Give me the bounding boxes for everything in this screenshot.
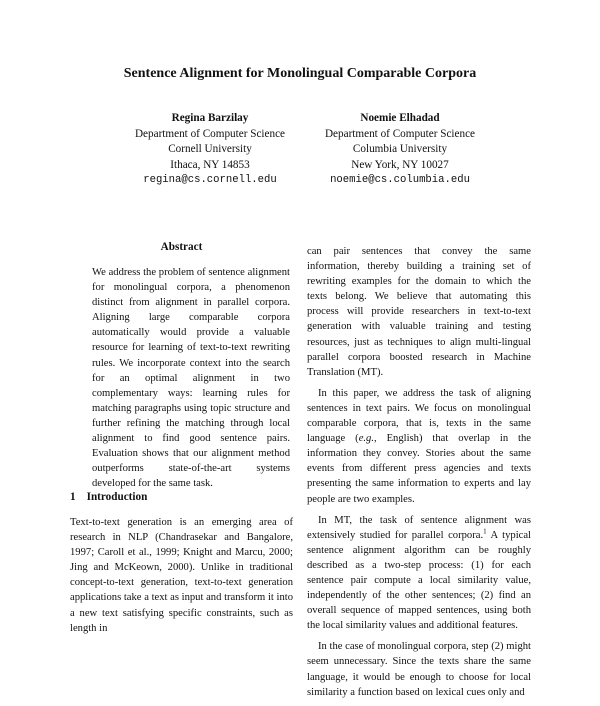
section-heading-introduction xyxy=(70,491,293,503)
author-university: Columbia University xyxy=(352,143,448,155)
author-name: Noemie Elhadad xyxy=(360,112,440,124)
author-city: New York, NY 10027 xyxy=(351,158,449,171)
paragraph xyxy=(307,513,531,634)
section-number: 1 xyxy=(70,491,76,503)
emphasis-text: e.g. xyxy=(358,433,374,445)
paragraph-text: In MT, the task of sentence alignment was extensively studied for parallel corpora. xyxy=(307,514,531,541)
author-department: Department of Computer Science xyxy=(134,127,286,140)
paragraph-text: , English) that overlap in the information they convey. Stories about the same events from different press agencies and texts presenting the same information to experts and lay people are two examples. xyxy=(307,433,532,505)
author-email: regina@cs.cornell.edu xyxy=(143,174,277,186)
paper-title: Sentence Alignment for Monolingual Comparable Corpora xyxy=(123,66,477,81)
paragraph: can pair sentences that convey the same information, thereby building a training set of rewriting examples for the domain to which the texts belong. We believe that automating this process will provide researchers in text-to-text generation with valuable training and testing resources, just as techniques to align multi-lingual parallel corpora boosted research in Machine Translation (MT). xyxy=(307,246,531,378)
introduction-paragraph: Text-to-text generation is an emerging area of research in NLP (Chandrasekar and Bangalore, 1997; Caroll et al., 1999; Knight and Marcu, 2000; Jing and McKeown, 2000). Unlike in traditional concept-to-text generation, text-to-text generation applications take a text as input and transform it into a new text satisfying specific constraints, such as length in xyxy=(70,517,293,634)
paragraph-text: In this paper, we address the task of aligning sentences in text pairs. We focus on monolingual comparable corpora, that is, texts in the same language ( xyxy=(307,387,531,445)
author-city: Ithaca, NY 14853 xyxy=(170,158,250,171)
abstract-text: We address the problem of sentence alignment for monolingual corpora, a phenomenon distinct from alignment in parallel corpora. Aligning large comparable corpora automatically would provide a valuable resource for learning of text-to-text rewriting rules. We incorporate context into the search for an optimal alignment in two complementary ways: learning rules for matching paragraphs using topic structure and further refining the matching through local alignment to find good sentence pairs. Evaluation shows that our alignment method outperforms state-of-the-art systems developed for the same task. xyxy=(92,267,290,490)
right-column xyxy=(307,244,531,706)
author-block-1 xyxy=(110,111,310,189)
author-university: Cornell University xyxy=(168,143,252,155)
section-title: Introduction xyxy=(86,491,148,503)
author-block-2 xyxy=(290,111,510,189)
paragraph xyxy=(307,386,531,507)
abstract-heading: Abstract xyxy=(160,241,203,253)
author-email: noemie@cs.columbia.edu xyxy=(330,174,470,186)
author-department: Department of Computer Science xyxy=(324,127,476,140)
paragraph: In the case of monolingual corpora, step (2) might seem unnecessary. Since the texts share the same language, it would be enough to choose for local similarity a function based on lexical cues only and xyxy=(307,641,531,698)
footnote-marker[interactable]: 1 xyxy=(483,527,487,536)
paragraph-text: A typical sentence alignment algorithm can be roughly described as a two-step process: (1) for each sentence pair compute a local similarity value, independently of the other sentences; (2) find an overall sequence of mapped sentences, using both the local similarity values and additional features. xyxy=(307,529,531,632)
author-name: Regina Barzilay xyxy=(171,112,249,124)
